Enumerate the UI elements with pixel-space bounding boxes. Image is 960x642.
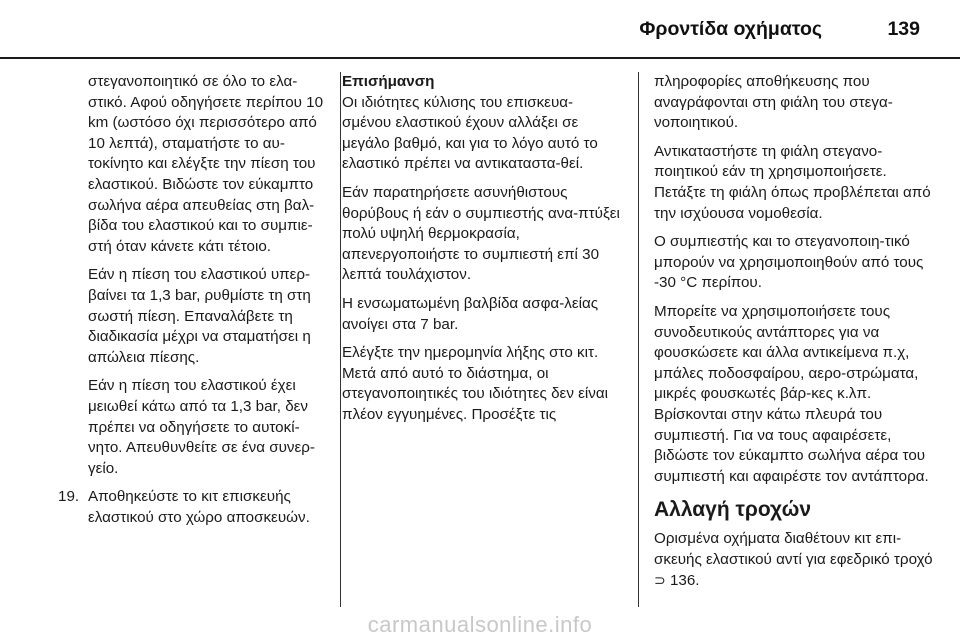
paragraph: Εάν η πίεση του ελαστικού έχει μειωθεί κάτω από τα 1,3 bar, δεν πρέπει να οδηγήσετε το αυτοκί-νητο. Απευθυνθείτε σε ένα συνερ-γείο. xyxy=(88,377,315,477)
paragraph: Μπορείτε να χρησιμοποιήσετε τους συνοδευτικούς αντάπτορες για να φουσκώσετε και άλλα αντικείμενα π.χ, μπάλες ποδοσφαίρου, αερο-στρώματα, μικρές φουσκωτές βάρ-κες κ.λπ. Βρίσκονται στην κάτω πλευρά του συμπιεστή. Για να τους αφαιρέσετε, βιδώστε τον εύκαμπτο σωλήνα αέρα του συμπιεστή και αφαιρέστε τον αντάπτορα. xyxy=(654,302,929,485)
paragraph xyxy=(654,529,934,592)
paragraph: Εάν η πίεση του ελαστικού υπερ-βαίνει τα 1,3 bar, ρυθμίστε τη στη σωστή πίεση. Επαναλάβετε τη διαδικασία μέχρι να σταματήσει η απώλεια πίεσης. xyxy=(88,266,311,366)
page-reference-link[interactable]: 136. xyxy=(669,572,700,590)
column-divider xyxy=(638,72,639,607)
cross-reference-icon: ⊃ xyxy=(654,572,666,589)
section-heading: Αλλαγή τροχών xyxy=(654,498,812,522)
numbered-step xyxy=(58,487,328,528)
column-1 xyxy=(58,72,328,528)
paragraph: Η ενσωματωμένη βαλβίδα ασφα-λείας ανοίγει στα 7 bar. xyxy=(342,294,599,333)
column-3 xyxy=(654,72,934,600)
paragraph: στεγανοποιητικό σε όλο το ελα-στικό. Αφού οδηγήσετε περίπου 10 km (ωστόσο όχι περισσότερο από 10 λεπτά), σταματήστε το αυ-τοκίνητο και ελέγξτε την πίεση του ελαστικού. Βιδώστε τον εύκαμπτο σωλήνα αέρα απευθείας στη βαλ-βίδα του ελαστικού και το συμπιε-στή όταν κάνετε κάτι τέτοιο. xyxy=(88,73,324,255)
column-2 xyxy=(342,72,622,434)
watermark: carmanualsonline.info xyxy=(367,612,593,637)
page-number: 139 xyxy=(887,18,920,40)
note-title: Επισήμανση xyxy=(342,73,435,90)
paragraph: Ελέγξτε την ημερομηνία λήξης στο κιτ. Μετά από αυτό το διάστημα, οι στεγανοποιητικές του ιδιότητες δεν είναι πλέον εγγυημένες. Προσέξτε τις xyxy=(342,344,609,423)
paragraph: Οι ιδιότητες κύλισης του επισκευα-σμένου ελαστικού έχουν αλλάξει σε μεγάλο βαθμό, και για το λόγο αυτό το ελαστικό πρέπει να αντικαταστα-θεί. xyxy=(342,93,598,173)
paragraph-text: Ορισμένα οχήματα διαθέτουν κιτ επι-σκευής ελαστικού αντί για εφεδρικό τροχό xyxy=(654,530,933,568)
section-title: Φροντίδα οχήματος xyxy=(639,18,823,40)
page-header xyxy=(0,18,920,46)
step-text: Αποθηκεύστε το κιτ επισκευής ελαστικού στο χώρο αποσκευών. xyxy=(88,488,310,526)
header-rule xyxy=(0,57,960,59)
paragraph: Εάν παρατηρήσετε ασυνήθιστους θορύβους ή εάν ο συμπιεστής ανα-πτύξει πολύ υψηλή θερμοκρασία, απενεργοποιήστε το συμπιεστή επί 30 λεπτά τουλάχιστον. xyxy=(342,183,620,284)
paragraph: πληροφορίες αποθήκευσης που αναγράφονται στη φιάλη του στεγα-νοποιητικού. xyxy=(654,73,893,132)
paragraph: Ο συμπιεστής και το στεγανοποιη-τικό μπορούν να χρησιμοποιηθούν από τους -30 °C περίπου. xyxy=(654,233,924,292)
step-number: 19. xyxy=(58,488,80,506)
paragraph: Αντικαταστήστε τη φιάλη στεγανο-ποιητικού εάν τη χρησιμοποιήσετε. Πετάξτε τη φιάλη όπως προβλέπεται από την ισχύουσα νομοθεσία. xyxy=(654,142,931,222)
column-divider xyxy=(340,72,341,607)
